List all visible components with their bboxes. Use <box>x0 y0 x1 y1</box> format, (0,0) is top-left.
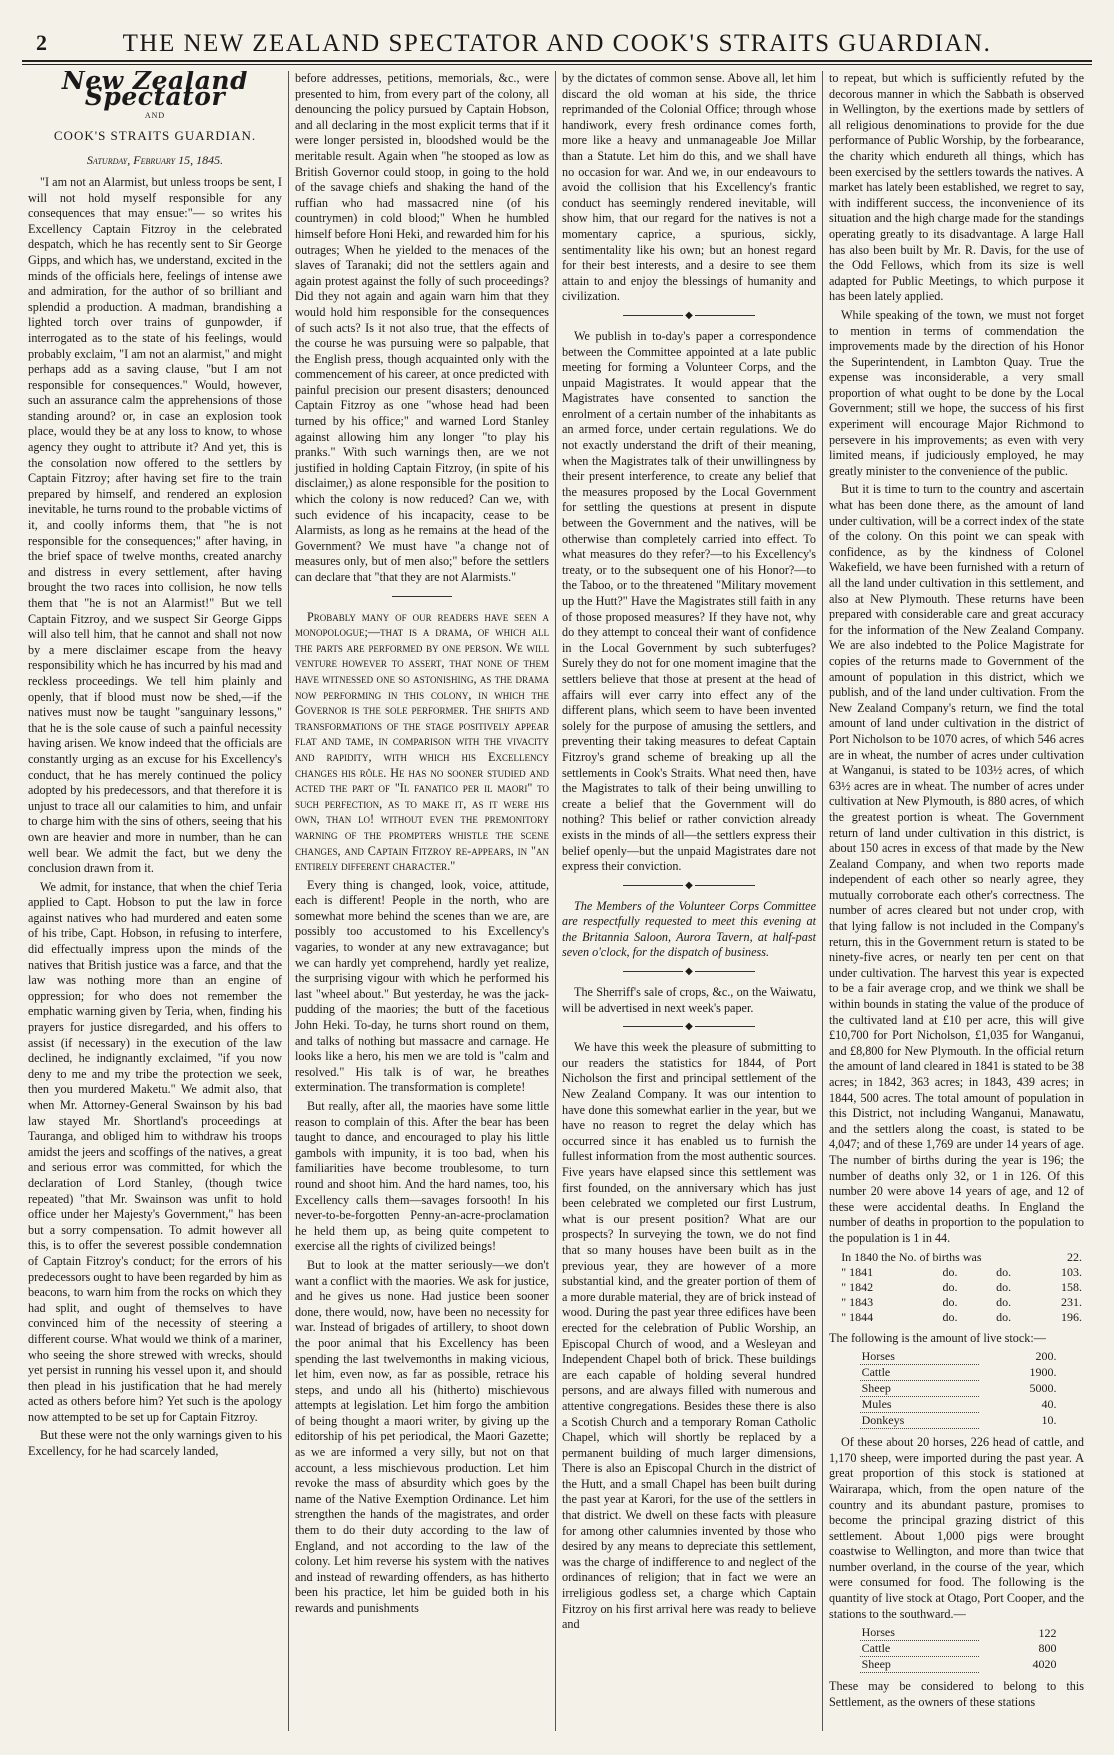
livestock-count: 800 <box>1038 1641 1057 1656</box>
article-paragraph: Every thing is changed, look, voice, attitude, each is different! People in the north, who are somewhat more behind the scenes than we are, are possibly too accustomed to his Excellency's vagaries, to wonder at any new extravagance; but we can hardly yet comprehend, hardly yet realize, the surprising vigour with which he performed his last "wheel about." But yesterday, he was the jack-pudding of the maories; the butt of the facetious John Heki. To-day, he turns short round on them, and talks of nothing but massacre and carnage. He looks like a hero, his men we are told is "calm and resolved." His talk is of war, he breathes extermination. The transformation is complete! <box>295 877 549 1095</box>
livestock-count: 4020 <box>1032 1657 1057 1672</box>
table-row <box>860 1625 1059 1641</box>
section-divider <box>295 592 549 602</box>
masthead-title: New Zealand Spectator <box>61 71 249 111</box>
births-row-label: " 1844 <box>841 1309 874 1324</box>
article-paragraph: by the dictates of common sense. Above all, let him discard the old woman at his side, the thrice reprimanded of the Colonial Office; through whose handiwork, every fresh ordinance comes forth, more like a heavy and unmanageable Joe Millar than a Statute. Let him do this, and we shall have no occasion for war. And we, in our endeavours to avoid the collision that his Excellency's frantic conduct has seemingly rendered inevitable, will show him, that our regard for the natives is not a momentary caprice, a spurious, sickly, sentimentality like his own; but an honest regard for their best interests, and a desire to see them attain to and enjoy the blessings of humanity and civilization. <box>562 71 816 304</box>
masthead-subtitle: COOK'S STRAITS GUARDIAN. <box>53 127 257 143</box>
births-row-mid: do. <box>942 1264 958 1279</box>
livestock-animal: Donkeys <box>860 1413 979 1429</box>
births-row-do: do. <box>996 1309 1012 1324</box>
livestock-animal: Sheep <box>860 1381 979 1397</box>
livestock-animal: Sheep <box>860 1657 979 1673</box>
livestock-animal: Mules <box>860 1397 979 1413</box>
livestock-count: 200. <box>1035 1349 1057 1364</box>
births-row-do: do. <box>996 1279 1012 1294</box>
births-row-value: 22. <box>1066 1249 1082 1264</box>
births-table <box>839 1250 1084 1325</box>
table-row <box>839 1295 1084 1310</box>
births-row-value: 158. <box>1060 1279 1082 1294</box>
meeting-notice: The Members of the Volunteer Corps Committee are respectfully requested to meet this evening at the Britannia Saloon, Aurora Tavern, at half-past seven o'clock, for the dispatch of business. <box>562 898 816 960</box>
running-head: THE NEW ZEALAND SPECTATOR AND COOK'S STRAITS GUARDIAN. <box>122 30 992 57</box>
births-row-label: " 1843 <box>841 1294 874 1309</box>
column-1 <box>22 71 289 1731</box>
table-row <box>860 1397 1059 1413</box>
births-row-label: " 1842 <box>841 1279 874 1294</box>
livestock-animal: Horses <box>860 1349 979 1365</box>
table-row <box>860 1413 1059 1429</box>
births-row-label: In 1840 the No. of births was <box>841 1249 982 1264</box>
births-row-value: 103. <box>1060 1264 1082 1279</box>
table-row <box>839 1250 1084 1265</box>
dateline: Saturday, February 15, 1845. <box>86 153 224 168</box>
births-row-label: " 1841 <box>841 1264 874 1279</box>
page-number: 2 <box>36 30 47 55</box>
section-divider: ◆ <box>562 311 816 321</box>
otago-livestock-table <box>860 1625 1059 1673</box>
livestock-count: 10. <box>1041 1413 1057 1428</box>
article-paragraph: We admit, for instance, that when the chief Teria applied to Capt. Hobson to put the law in force against natives who had murdered and eaten some of his tribe, Capt. Hobson, in refusing to interfere, did effectually impress upon the minds of the natives that British justice was a farce, and that the law was nothing more than an engine of oppression; for who does not remember the emphatic warning given by Teria, when, finding his prayers for justice disregarded, and his offers to assist (if necessary) in the execution of the law declined, he indignantly exclaimed, "if you now deny to me and my tribe the protection we seek, then you murdered Maketu." We admit also, that when Mr. Attorney-General Swainson by his bad law stayed Mr. Shortland's proceedings at Tauranga, and obliged him to withdraw his troops amidst the jeers and scoffings of the natives, a great and serious error was committed, for which the declaration of Lord Stanley, (though twice repeated) "that Mr. Swainson was unfit to hold office under her Majesty's Government," has been but a sorry compensation. To admit however all this, is to offer the severest possible condemnation of Captain Fitzroy's conduct; for the errors of his predecessors ought to have been regarded by him as beacons, to warn him from the rocks on which they had split, and ought of themselves to have convinced him of the necessity of steering a different course. What would we think of a mariner, who seeing the shore strewed with wrecks, should yet persist in running his vessel upon it, and should then plead in his justification that he had merely acted as others before him? Yet such is the apology now attempted to be set up for Captain Fitzroy. <box>28 879 282 1424</box>
article-paragraph: We publish in to-day's paper a correspondence between the Committee appointed at a late public meeting for forming a Volunteer Corps, and the unpaid Magistrates. It would appear that the Magistrates have consented to sanction the enrolment of a certain number of the inhabitants as an armed force, under certain regulations. We do not exactly understand the drift of their meaning, when the Magistrates talk of their unwillingness by their present interference, to create any belief that the measures proposed by the Local Government for settling the questions at present in dispute between the Government and the natives, will be otherwise than completely carried into effect. To what measures do they refer?—to his Excellency's treaty, or to the subsequent one of his Honor?—to the Taboo, or to the threatened "Military movement up the Hutt?" Have the Magistrates still faith in any of those proposed measures? If they have not, why do they attempt to conceal their want of confidence in the Local Government by such subterfuges? Surely they do not for one moment imagine that the settlers believe that those at present at the head of affairs will ever carry into effect any of the different plans, which seem to have been invented solely for the purpose of amusing the settlers, and preventing their taking measures to defeat Captain Fitzroy's grand scheme of breaking up all the settlements in Cook's Straits. What need then, have the Magistrates to talk of their being unwilling to create a belief that the Government will do nothing? This belief or rather conviction already exists in the minds of all—the settlers express their belief openly—but the unpaid Magistrates dare not express their conviction. <box>562 328 816 874</box>
table-row <box>839 1310 1084 1325</box>
births-row-value: 196. <box>1060 1309 1082 1324</box>
livestock-count: 40. <box>1041 1397 1057 1412</box>
livestock-animal: Cattle <box>860 1365 979 1381</box>
masthead-and: AND <box>144 111 166 121</box>
column-4 <box>823 71 1090 1731</box>
column-3 <box>556 71 823 1731</box>
article-paragraph: Probably many of our readers have seen a monopologue;—that is a drama, of which all the parts are performed by one person. We will venture however to assert, that none of them have witnessed one so astonishing, as the drama now performing in this colony, in which the Governor is the sole performer. The shifts and transformations of the stage positively appear flat and tame, in comparison with the vivacity and rapidity, with which his Excellency changes his rôle. He has no sooner studied and acted the part of "Il fanatico per il maori" to such perfection, as to make it, as it were his own, than lo! without even the premonitory warning of the prompters whistle the scene changes, and Captain Fitzroy re-appears, in "an entirely different character." <box>295 609 549 874</box>
table-row <box>839 1280 1084 1295</box>
table-row <box>860 1657 1059 1673</box>
livestock-table <box>860 1349 1059 1429</box>
section-divider: ◆ <box>562 1022 816 1032</box>
section-divider: ◆ <box>562 967 816 977</box>
table-row <box>839 1265 1084 1280</box>
births-row-do: do. <box>996 1294 1012 1309</box>
article-paragraph: We have this week the pleasure of submitting to our readers the statistics for 1844, of Port Nicholson the first and principal settlement of the New Zealand Company. It was our intention to have done this somewhat earlier in the year, but we have no reason to regret the delay which has occurred since it has enabled us to furnish the fullest information from the most authentic sources. Five years have elapsed since this settlement was first founded, on the anniversary which has just been celebrated we completed our first Lustrum, what is our present position? What are our prospects? In surveying the town, we do not find that so many houses have been built as in the previous year, they are however of a more substantial kind, and the greater portion of them of a more durable material, they are of brick instead of wood. During the past year three edifices have been erected for the celebration of Public Worship, an Episcopal Church of wood, and a Wesleyan and Independent Chapel both of brick. These buildings are each capable of holding several hundred persons, and are always filled with numerous and attentive congregations. Besides these there is also a Scotish Church and a temporary Roman Catholic Chapel, which will shortly be replaced by a permanent building of much larger dimensions, There is also an Episcopal Church in the district of the Hutt, and a small Chapel has been built during the past year at Karori, for the use of the settlers in that district. We dwell on these facts with pleasure for among other calumnies invented by those who desired by any means to depreciate this settlement, was the charge of indifference to and neglect of the ordinances of religion; that in fact we were an irreligious godless set, a charge which Captain Fitzroy on his first arrival here was ready to believe and <box>562 1040 816 1632</box>
table-row <box>860 1349 1059 1365</box>
sale-notice: The Sherriff's sale of crops, &c., on the Waiwatu, will be advertised in next week's paper. <box>562 985 816 1015</box>
section-divider: ◆ <box>562 881 816 891</box>
table-row <box>860 1381 1059 1397</box>
article-paragraph: But to look at the matter seriously—we don't want a conflict with the maories. We ask for justice, and he gives us none. Had justice been sooner done, there would, now, have been no necessity for war. Instead of brigades of artillery, to shoot down the poor animal that his Excellency has been spending the last twelvemonths in making vicious, let him, even now, as far as possible, retrace his steps, and undo all his (hitherto) mischievous attempts at legislation. Let him forgo the ambition of being thought a maori writer, by giving up the editorship of his pet periodical, the Maori Gazette; as we are informed a very silly, but not on that account, a less mischievous production. Let him revoke the mass of absurdity which goes by the name of the Native Exemption Ordinance. Let him strengthen the hands of the magistrates, and order them to do their duty according to the law of England, and not according to the law of the colony. Let him reverse his system with the natives and instead of rewarding offenders, as has hitherto been his practice, let him be guided both in his rewards and punishments <box>295 1257 549 1615</box>
table-row <box>860 1365 1059 1381</box>
livestock-count: 5000. <box>1029 1381 1057 1396</box>
livestock-animal: Cattle <box>860 1641 979 1657</box>
livestock-animal: Horses <box>860 1625 979 1641</box>
births-row-do: do. <box>996 1264 1012 1279</box>
table-row <box>860 1641 1059 1657</box>
article-paragraph: "I am not an Alarmist, but unless troops be sent, I will not hold myself responsible for any consequences that may ensue:"— so writes his Excellency Captain Fitzroy in the celebrated despatch, which he has recently sent to Sir George Gipps, and which has, we understand, excited in the minds of the officials here, feelings of intense awe and admiration, for the author of so brilliant and splendid a production. A madman, brandishing a lighted torch over trains of gunpowder, if interrogated as to the state of his feelings, would probably exclaim, "I am not an alarmist," and might perhaps add as a saving clause, "but I am not responsible for consequences." Would, however, such an assurance calm the apprehensions of those standing around? or, in case an explosion took place, would they be at any loss to know, to whose agency they ought to attribute it? And yet, this is the consolation now offered to the settlers by Captain Fitzroy; after having set fire to the train prepared by himself, and rendered an explosion inevitable, he turns round to the probable victims of it, and coolly informs them, that "he is not responsible for the consequences;" after having, in the brief space of twelve months, created anarchy and distress in every settlement, after having brought the two races into collision, he now tells them that "he is not an Alarmist!" But we tell Captain Fitzroy, and we suspect Sir George Gipps will also tell him, that he cannot and shall not now by a mere disclaimer escape from the heavy responsibility which he has incurred by his mad and reckless proceedings. We tell him plainly and openly, that if blood must now be shed,—if the natives must now be taught "sanguinary lessons," that he is the sole cause of such a painful necessity having arisen. We know indeed that the officials are constantly urging as an excuse for his Excellency's conduct, that he has merely continued the policy adopted by his predecessors, and that therefore it is unjust to trace all our calamities to him, and unfair to charge him with the sins of others, seeing that his own are heavier and more in number, than he can well bear. We admit the fact, but we deny the conclusion drawn from it. <box>28 174 282 876</box>
births-row-mid: do. <box>942 1309 958 1324</box>
livestock-count: 1900. <box>1029 1365 1057 1380</box>
livestock-count: 122 <box>1038 1625 1057 1640</box>
header-rule <box>22 64 1092 65</box>
article-paragraph: While speaking of the town, we must not forget to mention in terms of commendation the improvements made by the direction of his Honor the Superintendent, in Lambton Quay. True the expense was inconsiderable, a very small proportion of what ought to be done by the Local Government; still we hope, the success of his first experiment will encourage Major Richmond to persevere in his improvements; as even with very limited means, if judiciously employed, he may greatly minister to the convenience of the public. <box>829 307 1084 478</box>
article-paragraph: These may be considered to belong to this Settlement, as the owners of these stations <box>829 1679 1084 1709</box>
article-paragraph: But really, after all, the maories have some little reason to complain of this. After the bear has been taught to dance, and encouraged to play his little gambols with impunity, it is too bad, when his familiarities have become troublesome, to turn round and shoot him. And the hard names, too, his Excellency calls them—savages forsooth! In his never-to-be-forgotten Penny-an-acre-proclamation he held them up, as being quite competent to exercise all the rights of civilized beings! <box>295 1099 549 1254</box>
births-row-mid: do. <box>942 1294 958 1309</box>
births-row-mid: do. <box>942 1279 958 1294</box>
column-2 <box>289 71 556 1731</box>
livestock-intro: The following is the amount of live stock:— <box>829 1330 1046 1345</box>
article-paragraph: But it is time to turn to the country and ascertain what has been done there, as the amount of land under cultivation, will be a correct index of the state of the colony. On this point we can speak with confidence, as by the kindness of Colonel Wakefield, we have been furnished with a return of all the land under cultivation in this settlement, and also at New Plymouth. These returns have been prepared with considerable care and great accuracy for the information of the New Zealand Company. We are also indebted to the Police Magistrate for copies of the returns made to Government of the amount of population in this district, which we publish, and of the land under cultivation. From the New Zealand Company's return, we find the total amount of land under cultivation in the district of Port Nicholson to be 1070 acres, of which 546 acres are in wheat, the number of acres under cultivation at Wanganui, is stated to be 103½ acres, of which 63½ acres are in wheat. The number of acres under cultivation at New Plymouth, is 880 acres, of which the greatest portion is wheat. The Government return of land under cultivation in this district, is about 150 acres in excess of that made by the New Zealand Company, and when two reports made independent of each other so nearly agree, they mutually corroborate each other's correctness. The number of acres cleared but not under crop, with that lying fallow is not included in the Company's return, this in the Government return is stated to be ninety-five acres, or nearly ten per cent on that under cultivation. The harvest this year is expected to be a fair average crop, and we think we shall be within bounds in stating the value of the produce of the cultivated land at £10 per acre, this will give £10,700 for Port Nicholson, £1,035 for Wanganui, and £8,800 for New Plymouth. In the official return the amount of land cleared in 1841 is stated to be 38 acres; in 1842, 363 acres; in 1843, 439 acres; in 1844, 500 acres. The total amount of population in this District, not including Wanganui, Manawatu, and the settlers along the coast, is stated to be 4,047; and of these 1,769 are under 14 years of age. The number of births during the year is 196; the number of deaths only 32, or 1 in 126. Of this number 20 were above 14 years of age, and 12 of these were accidental deaths. In England the number of deaths in proportion to the population to the population is 1 in 44. <box>829 482 1084 1245</box>
article-paragraph: Of these about 20 horses, 226 head of cattle, and 1,170 sheep, were imported during the past year. A great proportion of this stock is stationed at Wairarapa, which, from the open nature of the country and its abundant pasture, promises to become the principal grazing district of this settlement. About 1,000 pigs were brought coastwise to Wellington, and more than twice that number overland, in the course of the year, which were consumed for food. The following is the quantity of live stock at Otago, Port Cooper, and the stations to the southward.— <box>829 1435 1084 1621</box>
births-row-value: 231. <box>1060 1294 1082 1309</box>
article-paragraph: before addresses, petitions, memorials, &c., were presented to him, from every part of the colony, all denouncing the policy pursued by Captain Hobson, and all declaring in the most explicit terms that if it were longer persisted in, bloodshed would be the meritable result. Again when "he stooped as low as British Governor could stoop, in going to the hold of the savage chiefs and shaking the hand of the ruffian who had massacred nine (of his countrymen) in cold blood;" When he humbled himself before Honi Heki, and rewarded him for his outrages; When he yielded to the menaces of the slaves of Taranaki; did not the settlers again and again protest against the folly of such proceedings? Did they not again and again warn him that they would hold him responsible for the consequences of such acts? Is it not also true, that the effects of the course he was pursuing were so palpable, that the English press, though acquainted only with the commencement of his career, at once predicted with painful precision our present disasters; denounced Captain Fitzroy as one "whose head had been turned by his office;" and warned Lord Stanley against allowing him any longer "to play his pranks." With such warnings then, are we not justified in holding Captain Fitzroy, (in spite of his disclaimer,) as alone responsible for the position to which the colony is now reduced? Can we, with such evidence of his incapacity, cease to be Alarmists, as long as he remains at the head of the Government? We must have "a change not of measures only, but of men also;" before the settlers can declare that "that they are not Alarmists." <box>295 71 549 584</box>
article-paragraph: But these were not the only warnings given to his Excellency, for he had scarcely landed, <box>28 1428 282 1459</box>
article-paragraph: to repeat, but which is sufficiently refuted by the decorous manner in which the Sabbath is observed in Wellington, by the exertions made by settlers of all religious denominations to provide for the due performance of Public Worship, by the forbearance, the charity which endureth all things, which has been exercised by the settlers towards the natives. A market has lately been established, we regret to say, with indifferent success, the inconvenience of its situation and the high charge made for the standings operating greatly to its disadvantage. A large Hall has also been built by Mr. R. Davis, for the use of the Odd Fellows, which from its size is well adapted for Public Meetings, to which purpose it has been lately applied. <box>829 71 1084 304</box>
columns <box>22 71 1092 1731</box>
page-header <box>22 26 1092 62</box>
